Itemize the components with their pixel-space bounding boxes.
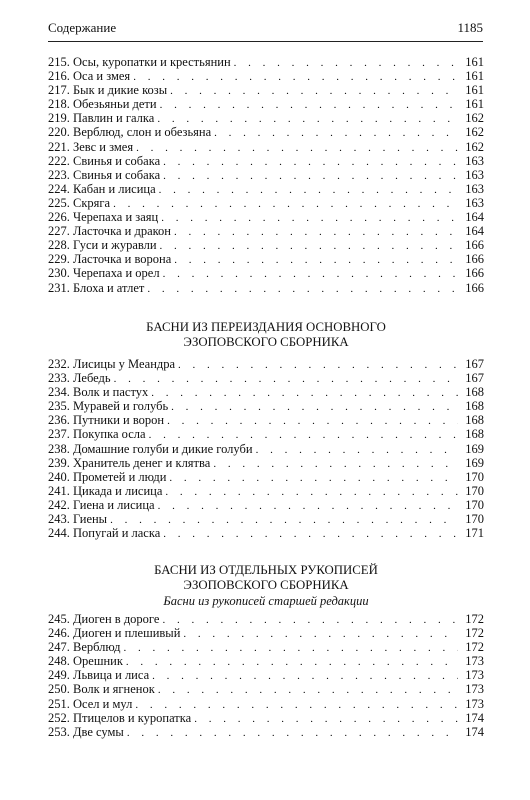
toc-entry-page: 161 <box>465 69 484 84</box>
dot-leader <box>126 655 458 668</box>
toc-entry-title: 232. Лисицы у Меандра <box>48 357 176 371</box>
toc-entry-title: 221. Зевс и змея <box>48 139 134 154</box>
toc-entry-page: 167 <box>465 371 484 386</box>
toc-entry-page: 169 <box>465 441 484 456</box>
dot-leader <box>178 358 458 371</box>
toc-entry-title: 220. Верблюд, слон и обезьяна <box>48 125 212 140</box>
toc-entry-page: 166 <box>465 238 484 253</box>
toc-entry-title: 226. Черепаха и заяц <box>48 210 159 225</box>
toc-entry-title: 246. Диоген и плешивый <box>48 626 181 641</box>
dot-leader <box>151 386 458 399</box>
toc-entry-page: 163 <box>465 167 484 182</box>
toc-entry-page: 166 <box>465 266 484 281</box>
dot-leader <box>160 239 458 252</box>
toc-entry-page: 161 <box>465 55 484 69</box>
dot-leader <box>149 428 458 441</box>
toc-entry-title: 219. Павлин и галка <box>48 111 155 126</box>
toc-entry-page: 164 <box>465 210 484 225</box>
toc-entry-title: 245. Диоген в дороге <box>48 612 160 626</box>
toc-entry-title: 250. Волк и ягненок <box>48 682 155 697</box>
dot-leader <box>163 527 458 540</box>
toc-entry-title: 243. Гиены <box>48 512 108 527</box>
toc-entry <box>48 456 484 470</box>
toc-entry-page: 169 <box>465 455 484 470</box>
toc-entry-title: 231. Блоха и атлет <box>48 280 145 295</box>
toc-entry-title: 237. Покупка осла <box>48 427 146 442</box>
toc-entry <box>48 484 484 498</box>
dot-leader <box>135 698 458 711</box>
dot-leader <box>124 641 459 654</box>
dot-leader <box>163 169 458 182</box>
dot-leader <box>163 155 458 168</box>
toc-entry-title: 252. Птицелов и куропатка <box>48 710 192 725</box>
toc-entry-page: 162 <box>465 111 484 126</box>
toc-entry-page: 172 <box>465 612 484 626</box>
toc-entry <box>48 654 484 668</box>
toc-entry-title: 253. Две сумы <box>48 724 124 739</box>
toc-entry <box>48 97 484 111</box>
toc-list-2 <box>48 357 484 540</box>
toc-entry <box>48 140 484 154</box>
toc-entry <box>48 711 484 725</box>
header-section-title: Содержание <box>48 20 117 35</box>
toc-entry-title: 218. Обезьяньи дети <box>48 97 157 112</box>
toc-entry-page: 166 <box>465 280 484 295</box>
toc-entry-title: 217. Бык и дикие козы <box>48 83 168 98</box>
toc-entry-page: 170 <box>465 469 484 484</box>
toc-entry <box>48 512 484 526</box>
dot-leader <box>183 627 458 640</box>
toc-entry-title: 238. Домашние голуби и дикие голуби <box>48 441 253 456</box>
toc-entry-page: 168 <box>465 413 484 428</box>
toc-entry-page: 163 <box>465 195 484 210</box>
toc-entry <box>48 111 484 125</box>
toc-entry <box>48 413 484 427</box>
dot-leader <box>161 211 458 224</box>
section-2-title-line1: БАСНИ ИЗ ПЕРЕИЗДАНИЯ ОСНОВНОГО <box>146 320 386 334</box>
toc-entry <box>48 55 484 69</box>
dot-leader <box>169 471 458 484</box>
dot-leader <box>170 84 458 97</box>
toc-entry-title: 229. Ласточка и ворона <box>48 252 172 267</box>
dot-leader <box>159 183 458 196</box>
toc-entry-title: 234. Волк и пастух <box>48 385 149 400</box>
toc-entry <box>48 470 484 484</box>
toc-entry <box>48 266 484 280</box>
toc-entry <box>48 69 484 83</box>
toc-entry <box>48 210 484 224</box>
toc-entry-page: 170 <box>465 512 484 527</box>
toc-entry <box>48 498 484 512</box>
toc-entry <box>48 385 484 399</box>
section-2-title-line2: ЭЗОПОВСКОГО СБОРНИКА <box>183 335 349 349</box>
toc-entry <box>48 668 484 682</box>
toc-entry-title: 236. Путники и ворон <box>48 413 165 428</box>
toc-entry <box>48 125 484 139</box>
toc-entry-page: 168 <box>465 385 484 400</box>
toc-entry-page: 174 <box>465 724 484 739</box>
toc-entry-title: 216. Оса и змея <box>48 69 131 84</box>
toc-entry <box>48 526 484 540</box>
toc-entry-title: 228. Гуси и журавли <box>48 238 157 253</box>
dot-leader <box>234 56 458 69</box>
section-3-title-line2: ЭЗОПОВСКОГО СБОРНИКА <box>183 578 349 592</box>
toc-entry-page: 166 <box>465 252 484 267</box>
toc-entry-page: 163 <box>465 153 484 168</box>
toc-entry <box>48 725 484 739</box>
dot-leader <box>167 414 458 427</box>
toc-entry <box>48 252 484 266</box>
dot-leader <box>114 372 458 385</box>
toc-entry-title: 251. Осел и мул <box>48 696 133 711</box>
toc-entry <box>48 399 484 413</box>
toc-entry <box>48 427 484 441</box>
dot-leader <box>157 112 458 125</box>
toc-entry-page: 161 <box>465 83 484 98</box>
toc-entry-title: 225. Скряга <box>48 195 111 210</box>
toc-entry-page: 162 <box>465 125 484 140</box>
toc-entry <box>48 224 484 238</box>
toc-entry-title: 239. Хранитель денег и клятва <box>48 455 211 470</box>
toc-entry-title: 249. Львица и лиса <box>48 668 150 683</box>
toc-entry-page: 174 <box>465 710 484 725</box>
toc-entry-page: 173 <box>465 696 484 711</box>
dot-leader <box>214 126 458 139</box>
running-header <box>48 20 483 36</box>
toc-entry-page: 173 <box>465 654 484 669</box>
toc-entry <box>48 196 484 210</box>
dot-leader <box>165 485 458 498</box>
toc-entry-page: 170 <box>465 497 484 512</box>
toc-entry <box>48 640 484 654</box>
toc-entry-page: 172 <box>465 640 484 655</box>
dot-leader <box>174 253 458 266</box>
toc-entry <box>48 626 484 640</box>
toc-entry <box>48 682 484 696</box>
toc-entry-title: 223. Свинья и собака <box>48 167 161 182</box>
dot-leader <box>133 70 458 83</box>
toc-entry-title: 233. Лебедь <box>48 371 111 386</box>
toc-entry-page: 163 <box>465 181 484 196</box>
toc-entry <box>48 154 484 168</box>
toc-entry-title: 240. Прометей и люди <box>48 469 167 484</box>
header-rule <box>48 41 483 42</box>
toc-entry-title: 215. Осы, куропатки и крестьянин <box>48 55 231 69</box>
toc-entry-page: 168 <box>465 427 484 442</box>
toc-entry-page: 168 <box>465 399 484 414</box>
toc-entry-page: 167 <box>465 357 484 371</box>
dot-leader <box>152 669 458 682</box>
toc-entry <box>48 357 484 371</box>
dot-leader <box>174 225 458 238</box>
toc-entry <box>48 83 484 97</box>
section-3-title-line1: БАСНИ ИЗ ОТДЕЛЬНЫХ РУКОПИСЕЙ <box>154 563 378 577</box>
dot-leader <box>136 141 458 154</box>
header-page-number: 1185 <box>457 20 483 35</box>
toc-entry-page: 170 <box>465 483 484 498</box>
dot-leader <box>256 443 458 456</box>
toc-entry-page: 162 <box>465 139 484 154</box>
toc-entry <box>48 612 484 626</box>
toc-entry-title: 227. Ласточка и дракон <box>48 224 171 239</box>
dot-leader <box>162 613 458 626</box>
toc-entry-title: 230. Черепаха и орел <box>48 266 160 281</box>
toc-entry <box>48 238 484 252</box>
toc-entry <box>48 182 484 196</box>
dot-leader <box>127 726 458 739</box>
toc-entry <box>48 442 484 456</box>
toc-entry <box>48 281 484 295</box>
toc-entry-title: 235. Муравей и голубь <box>48 399 169 414</box>
toc-entry-title: 244. Попугай и ласка <box>48 526 161 541</box>
dot-leader <box>160 98 458 111</box>
toc-entry <box>48 371 484 385</box>
dot-leader <box>194 712 458 725</box>
dot-leader <box>158 683 458 696</box>
toc-entry-title: 241. Цикада и лисица <box>48 483 163 498</box>
dot-leader <box>147 282 458 295</box>
dot-leader <box>158 499 458 512</box>
toc-entry-title: 242. Гиена и лисица <box>48 497 155 512</box>
toc-list-1 <box>48 55 484 295</box>
toc-entry <box>48 168 484 182</box>
toc-list-3 <box>48 612 484 739</box>
toc-entry-page: 172 <box>465 626 484 641</box>
dot-leader <box>213 457 458 470</box>
toc-entry-page: 164 <box>465 224 484 239</box>
section-3-subtitle: Басни из рукописей старшей редакции <box>163 594 369 608</box>
toc-entry-page: 173 <box>465 668 484 683</box>
dot-leader <box>163 267 458 280</box>
toc-entry-page: 171 <box>465 526 484 541</box>
toc-entry-page: 173 <box>465 682 484 697</box>
toc-entry-title: 248. Орешник <box>48 654 123 669</box>
dot-leader <box>171 400 458 413</box>
toc-entry <box>48 697 484 711</box>
toc-entry-title: 222. Свинья и собака <box>48 153 161 168</box>
toc-entry-page: 161 <box>465 97 484 112</box>
dot-leader <box>110 513 458 526</box>
dot-leader <box>113 197 458 210</box>
toc-entry-title: 247. Верблюд <box>48 640 121 655</box>
toc-entry-title: 224. Кабан и лисица <box>48 181 156 196</box>
